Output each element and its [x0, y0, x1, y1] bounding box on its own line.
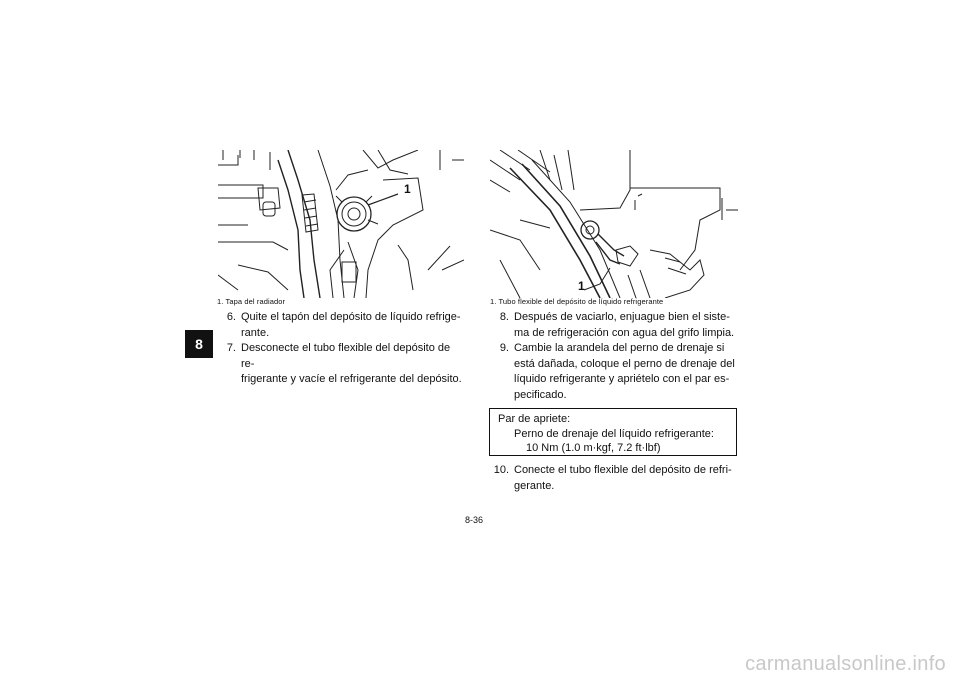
step-number: 6. — [226, 311, 236, 323]
page-number: 8-36 — [465, 515, 484, 525]
footer-watermark: carmanualsonline.info — [745, 653, 946, 675]
reservoir-hose-illustration — [490, 150, 738, 298]
step-text-line: está dañada, coloque el perno de drenaje del — [514, 357, 735, 370]
step-text-line: Después de vaciarlo, enjuague bien el siste- — [514, 311, 730, 323]
step-text-line: Desconecte el tubo flexible del depósito de re- — [241, 342, 451, 370]
step-text-line: Conecte el tubo flexible del depósito de refri- — [514, 464, 732, 476]
torque-spec-box — [489, 408, 737, 456]
spec-heading: Par de apriete: — [498, 413, 571, 425]
figure-right-caption: 1. Tubo flexible del depósito de líquido refrigerante — [490, 297, 664, 306]
step-10-block — [491, 463, 741, 494]
step-6 — [218, 310, 466, 341]
figure-left-caption: 1. Tapa del radiador — [217, 297, 286, 306]
spec-item: Perno de drenaje del líquido refrigerante: — [514, 427, 714, 440]
step-text-line: ma de refrigeración con agua del grifo limpia. — [514, 326, 735, 339]
figure-left-callout: 1 — [404, 182, 411, 196]
step-number: 9. — [499, 342, 509, 354]
step-10 — [491, 463, 741, 494]
step-text-line: pecificado. — [514, 388, 567, 401]
step-7 — [218, 341, 466, 388]
step-text-line: líquido refrigerante y apriételo con el par es- — [514, 373, 730, 385]
step-text-line: gerante. — [514, 479, 555, 492]
step-number: 8. — [499, 311, 509, 323]
spec-value: 10 Nm (1.0 m·kgf, 7.2 ft·lbf) — [526, 442, 661, 454]
left-steps — [218, 310, 466, 388]
radiator-cap-illustration — [218, 150, 464, 298]
step-number: 10. — [493, 464, 509, 476]
step-text-line: Cambie la arandela del perno de drenaje si — [514, 342, 725, 354]
section-tab: 8 — [185, 330, 213, 358]
right-steps — [491, 310, 741, 403]
step-number: 7. — [226, 342, 236, 354]
figure-right-callout: 1 — [578, 279, 585, 293]
step-9 — [491, 341, 741, 403]
step-text-line: Quite el tapón del depósito de líquido refrige- — [241, 311, 461, 323]
step-text-line: rante. — [241, 326, 270, 339]
step-text-line: frigerante y vacíe el refrigerante del depósito. — [241, 373, 462, 385]
step-8 — [491, 310, 741, 341]
